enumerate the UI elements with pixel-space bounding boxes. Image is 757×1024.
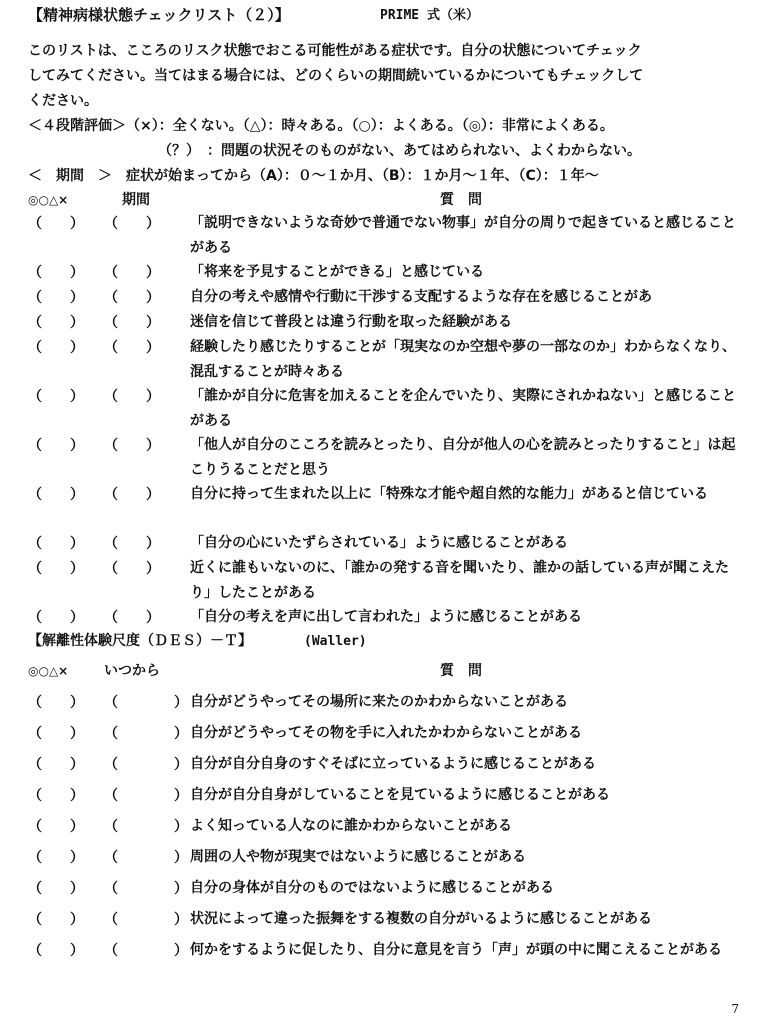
rating-mark-box[interactable]: （ ）	[28, 881, 84, 897]
intro-line-3: ください。	[28, 93, 98, 109]
list-item: 自分がどうやってその物を手に入れたかわからないことがある	[190, 725, 582, 741]
des-title: 【解離性体験尺度（ＤＥＳ）－Ｔ】	[28, 633, 252, 649]
list1-col-period: 期間	[122, 192, 150, 208]
page-number: 7	[731, 1002, 739, 1016]
rating-mark-box[interactable]: （ ）	[28, 788, 84, 804]
list-item: 「他人が自分のこころを読みとったり、自分が他人の心を読みとったりすること」は起こりうることだと思う	[190, 437, 736, 478]
when-mark-box[interactable]: （ ）	[104, 943, 188, 959]
period-mark-box[interactable]: （ ）	[104, 561, 160, 577]
list-item: 自分が自分自身がしていることを見ているように感じることがある	[190, 787, 610, 803]
list-item: よく知っている人なのに誰かわからないことがある	[190, 818, 512, 834]
period-mark-box[interactable]: （ ）	[104, 610, 160, 626]
when-mark-box[interactable]: （ ）	[104, 788, 188, 804]
list-item: 自分の考えや感情や行動に干渉する支配するような存在を感じることがあ	[190, 289, 652, 305]
when-mark-box[interactable]: （ ）	[104, 695, 188, 711]
rating-mark-box[interactable]: （ ）	[28, 757, 84, 773]
des-col-marks: ◎○△×	[28, 664, 69, 678]
list-item: 自分が自分自身のすぐそばに立っているように感じることがある	[190, 756, 596, 772]
list-item: 「説明できないような奇妙で普通でない物事」が自分の周りで起きていると感じることがある	[190, 215, 736, 256]
list-item: 迷信を信じて普段とは違う行動を取った経験がある	[190, 314, 512, 330]
period-mark-box[interactable]: （ ）	[104, 438, 160, 454]
rating-mark-box[interactable]: （ ）	[28, 726, 84, 742]
rating-mark-box[interactable]: （ ）	[28, 340, 84, 356]
rating-mark-box[interactable]: （ ）	[28, 438, 84, 454]
des-col-question: 質 問	[440, 663, 482, 679]
period-mark-box[interactable]: （ ）	[104, 536, 160, 552]
list-item: 何かをするように促したり、自分に意見を言う「声」が頭の中に聞こえることがある	[190, 942, 722, 958]
list-item: 自分がどうやってその場所に来たのかわからないことがある	[190, 694, 568, 710]
period-mark-box[interactable]: （ ）	[104, 315, 160, 331]
list-item: 「誰かが自分に危害を加えることを企んでいたり、実際にされかねない」と感じることがある	[190, 388, 736, 429]
rating-mark-box[interactable]: （ ）	[28, 943, 84, 959]
list-item: 周囲の人や物が現実ではないように感じることがある	[190, 849, 526, 865]
rating-mark-box[interactable]: （ ）	[28, 610, 84, 626]
list1-col-question: 質 問	[440, 192, 482, 208]
rating-mark-box[interactable]: （ ）	[28, 389, 84, 405]
rating-mark-box[interactable]: （ ）	[28, 536, 84, 552]
list-item: 「自分の心にいたずらされている」ように感じることがある	[190, 535, 568, 551]
list-item: 自分の身体が自分のものではないように感じることがある	[190, 880, 554, 896]
intro-line-2: してみてください。当てはまる場合には、どのくらいの期間続いているかについてもチェックして	[28, 68, 644, 84]
when-mark-box[interactable]: （ ）	[104, 912, 188, 928]
period-mark-box[interactable]: （ ）	[104, 389, 160, 405]
rating-mark-box[interactable]: （ ）	[28, 216, 84, 232]
des-author: (Waller)	[304, 634, 367, 649]
period-mark-box[interactable]: （ ）	[104, 265, 160, 281]
period-mark-box[interactable]: （ ）	[104, 216, 160, 232]
rating-line-1: ＜４段階評価＞（×）：全くない。（△）：時々ある。（○）：よくある。（◎）：非常によくある。	[28, 118, 614, 134]
when-mark-box[interactable]: （ ）	[104, 850, 188, 866]
intro-line-1: このリストは、こころのリスク状態でおこる可能性がある症状です。自分の状態についてチェック	[28, 43, 642, 59]
list1-col-marks: ◎○△×	[28, 193, 69, 207]
rating-mark-box[interactable]: （ ）	[28, 695, 84, 711]
period-mark-box[interactable]: （ ）	[104, 290, 160, 306]
rating-mark-box[interactable]: （ ）	[28, 290, 84, 306]
rating-mark-box[interactable]: （ ）	[28, 819, 84, 835]
period-mark-box[interactable]: （ ）	[104, 487, 160, 503]
when-mark-box[interactable]: （ ）	[104, 757, 188, 773]
checklist-subtitle: PRIME 式（米）	[380, 8, 479, 23]
list-item: 近くに誰もいないのに、「誰かの発する音を聞いたり、誰かの話している声が聞こえたり」したことがある	[190, 560, 729, 601]
rating-mark-box[interactable]: （ ）	[28, 850, 84, 866]
checklist-title: 【精神病様状態チェックリスト（２）】	[28, 6, 290, 24]
list-item: 自分に持って生まれた以上に「特殊な才能や超自然的な能力」があると信じている	[190, 486, 708, 502]
rating-line-2: （？） ：問題の状況そのものがない、あてはめられない、よくわからない。	[158, 143, 641, 159]
rating-mark-box[interactable]: （ ）	[28, 315, 84, 331]
list-item: 「将来を予見することができる」と感じている	[190, 264, 484, 280]
list-item: 経験したり感じたりすることが「現実なのか空想や夢の一部なのか」わからなくなり、混乱することが時々ある	[190, 339, 736, 380]
when-mark-box[interactable]: （ ）	[104, 819, 188, 835]
list-item: 「自分の考えを声に出して言われた」ように感じることがある	[190, 609, 582, 625]
list-item: 状況によって違った振舞をする複数の自分がいるように感じることがある	[190, 911, 652, 927]
rating-mark-box[interactable]: （ ）	[28, 265, 84, 281]
rating-mark-box[interactable]: （ ）	[28, 487, 84, 503]
when-mark-box[interactable]: （ ）	[104, 881, 188, 897]
des-col-when: いつから	[104, 663, 160, 679]
rating-mark-box[interactable]: （ ）	[28, 561, 84, 577]
when-mark-box[interactable]: （ ）	[104, 726, 188, 742]
rating-mark-box[interactable]: （ ）	[28, 912, 84, 928]
period-line: ＜ 期間 ＞ 症状が始まってから（A）：０～１か月、（B）：１か月～１年、（C）：１年～	[28, 168, 599, 184]
period-mark-box[interactable]: （ ）	[104, 340, 160, 356]
